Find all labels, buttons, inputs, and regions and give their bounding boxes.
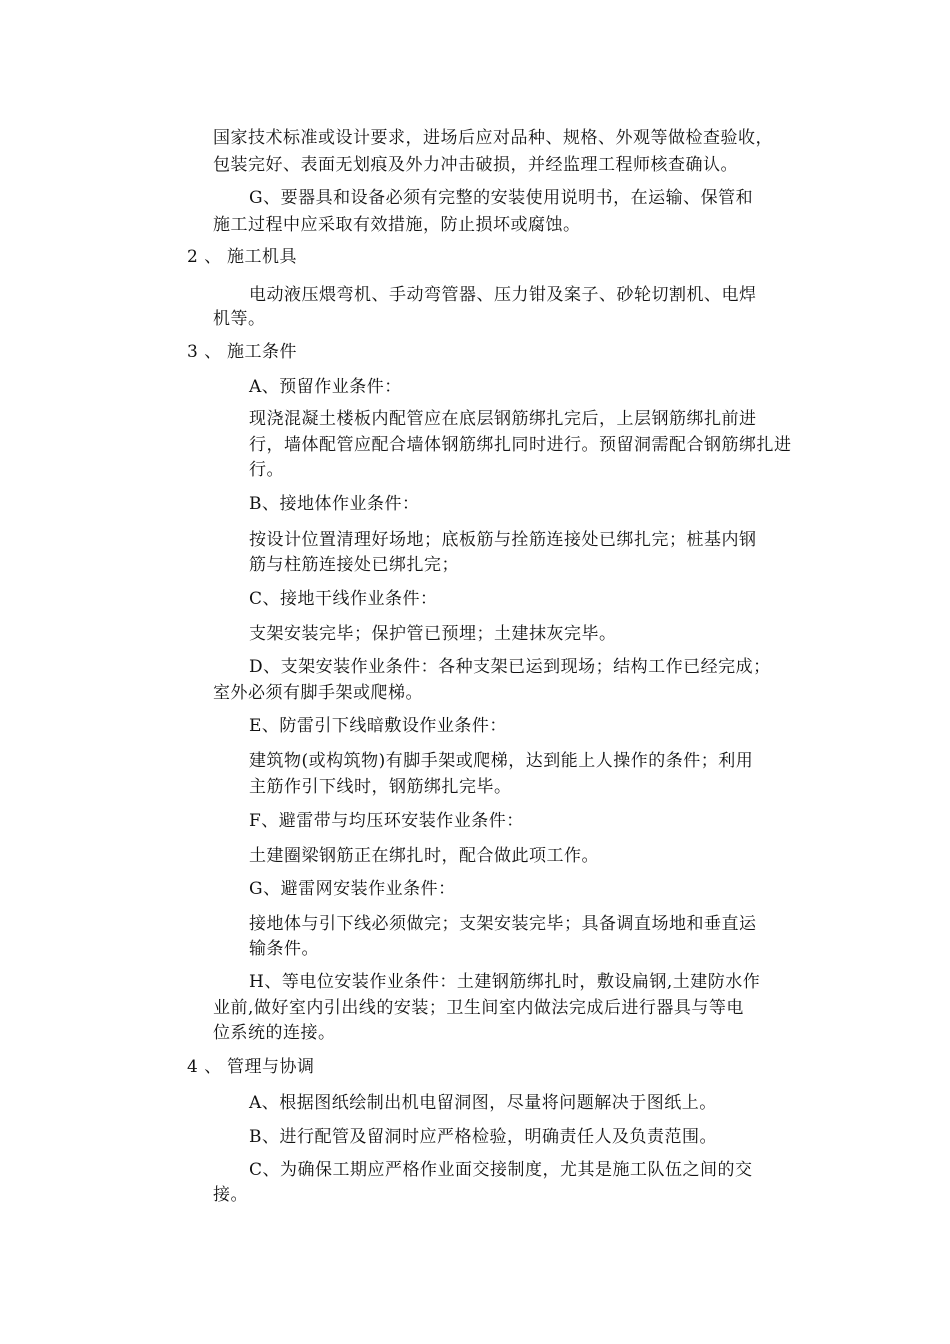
section-3-a-line-1: 现浇混凝土楼板内配管应在底层钢筋绑扎完后，上层钢筋绑扎前进 bbox=[249, 409, 757, 429]
intro-line-2: 包装完好、表面无划痕及外力冲击破损，并经监理工程师核查确认。 bbox=[213, 155, 738, 175]
section-3-a-line-3: 行。 bbox=[249, 460, 284, 480]
section-3-f-title: F、避雷带与均压环安装作业条件： bbox=[249, 811, 524, 831]
section-3-b-line-2: 筋与柱筋连接处已绑扎完； bbox=[249, 555, 459, 575]
section-4-c-line-2: 接。 bbox=[213, 1185, 248, 1205]
section-4-title: 管理与协调 bbox=[227, 1057, 315, 1077]
section-3-g-title: G、避雷网安装作业条件： bbox=[249, 879, 456, 899]
section-3-e-title: E、防雷引下线暗敷设作业条件： bbox=[249, 716, 507, 736]
item-g-equipment-line-1: G、要器具和设备必须有完整的安装使用说明书，在运输、保管和 bbox=[249, 188, 754, 208]
section-2-body-line-1: 电动液压煨弯机、手动弯管器、压力钳及案子、砂轮切割机、电焊 bbox=[249, 285, 757, 305]
section-3-b-title: B、接地体作业条件： bbox=[249, 494, 420, 514]
section-4-a-line-1: A、根据图纸绘制出机电留洞图，尽量将问题解决于图纸上。 bbox=[249, 1093, 717, 1113]
section-3-g-line-2: 输条件。 bbox=[249, 939, 319, 959]
section-3-a-title: A、预留作业条件： bbox=[249, 377, 402, 397]
section-3-e-line-2: 主筋作引下线时，钢筋绑扎完毕。 bbox=[249, 777, 512, 797]
section-3-c-line-1: 支架安装完毕；保护管已预埋；土建抹灰完毕。 bbox=[249, 624, 617, 644]
section-3-a-line-2: 行，墙体配管应配合墙体钢筋绑扎同时进行。预留洞需配合钢筋绑扎进 bbox=[249, 435, 792, 455]
section-3-h-line-2: 业前,做好室内引出线的安装；卫生间室内做法完成后进行器具与等电 bbox=[213, 998, 744, 1018]
section-3-d-line-2: 室外必须有脚手架或爬梯。 bbox=[213, 683, 423, 703]
section-3-heading bbox=[187, 339, 297, 365]
section-4-b-line-1: B、进行配管及留洞时应严格检验，明确责任人及负责范围。 bbox=[249, 1127, 717, 1147]
section-4-number: 4 、 bbox=[187, 1057, 222, 1077]
section-4-c-line-1: C、为确保工期应严格作业面交接制度，尤其是施工队伍之间的交 bbox=[249, 1160, 753, 1180]
section-3-g-line-1: 接地体与引下线必须做完；支架安装完毕；具备调直场地和垂直运 bbox=[249, 914, 757, 934]
section-3-d-line-1: D、支架安装作业条件：各种支架已运到现场；结构工作已经完成； bbox=[249, 657, 771, 677]
item-g-equipment-line-2: 施工过程中应采取有效措施，防止损坏或腐蚀。 bbox=[213, 215, 581, 235]
section-3-c-title: C、接地干线作业条件： bbox=[249, 589, 438, 609]
section-3-title: 施工条件 bbox=[227, 342, 297, 362]
intro-line-1: 国家技术标准或设计要求，进场后应对品种、规格、外观等做检查验收， bbox=[213, 128, 773, 148]
section-2-number: 2 、 bbox=[187, 247, 222, 267]
section-2-heading bbox=[187, 244, 297, 270]
section-3-h-line-1: H、等电位安装作业条件：土建钢筋绑扎时，敷设扁钢,土建防水作 bbox=[249, 972, 761, 992]
section-3-number: 3 、 bbox=[187, 342, 222, 362]
section-3-f-line-1: 土建圈梁钢筋正在绑扎时，配合做此项工作。 bbox=[249, 846, 599, 866]
section-3-b-line-1: 按设计位置清理好场地；底板筋与拴筋连接处已绑扎完；桩基内钢 bbox=[249, 530, 757, 550]
section-3-h-line-3: 位系统的连接。 bbox=[213, 1023, 336, 1043]
section-2-title: 施工机具 bbox=[227, 247, 297, 267]
section-2-body-line-2: 机等。 bbox=[213, 309, 266, 329]
section-3-e-line-1: 建筑物(或构筑物)有脚手架或爬梯，达到能上人操作的条件；利用 bbox=[249, 751, 754, 771]
section-4-heading bbox=[187, 1054, 315, 1080]
